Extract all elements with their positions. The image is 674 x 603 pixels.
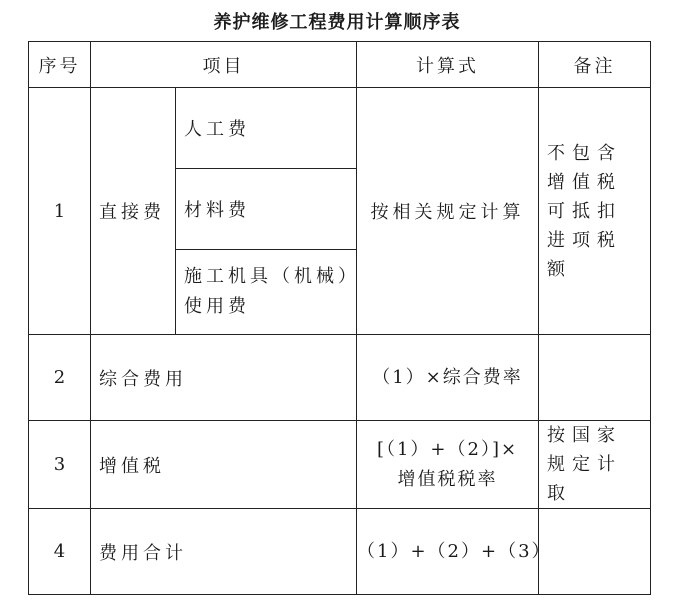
header-formula: 计算式	[357, 42, 539, 88]
header-item: 项目	[91, 42, 357, 88]
row-item: 增值税	[91, 421, 357, 509]
header-no: 序号	[29, 42, 91, 88]
fee-calculation-table	[28, 41, 651, 595]
row-no: 1	[29, 88, 91, 335]
row-no: 3	[29, 421, 91, 509]
row-item: 综合费用	[91, 335, 357, 421]
formula-line: 增值税税率	[397, 468, 498, 490]
table-row	[29, 335, 651, 421]
row-formula: （1）+（2）+（3）	[357, 509, 539, 595]
table-header-row	[29, 42, 651, 88]
row-note: 不包含增值税可抵扣进项税额	[539, 88, 651, 335]
subitem: 人工费	[176, 88, 357, 169]
row-item: 直接费	[91, 88, 176, 335]
subitem: 材料费	[176, 169, 357, 250]
row-note	[539, 335, 651, 421]
row-formula: 按相关规定计算	[357, 88, 539, 335]
row-no: 2	[29, 335, 91, 421]
row-note: 按国家规定计取	[539, 421, 651, 509]
formula-line: [（1）+（2）]×	[376, 438, 519, 460]
table-row	[29, 88, 651, 169]
table-row	[29, 509, 651, 595]
header-note: 备注	[539, 42, 651, 88]
row-formula	[357, 421, 539, 509]
row-formula: （1）×综合费率	[357, 335, 539, 421]
row-item: 费用合计	[91, 509, 357, 595]
subitem: 施工机具（机械）使用费	[176, 250, 357, 335]
row-note	[539, 509, 651, 595]
row-no: 4	[29, 509, 91, 595]
table-row	[29, 421, 651, 509]
table-title: 养护维修工程费用计算顺序表	[213, 12, 461, 33]
